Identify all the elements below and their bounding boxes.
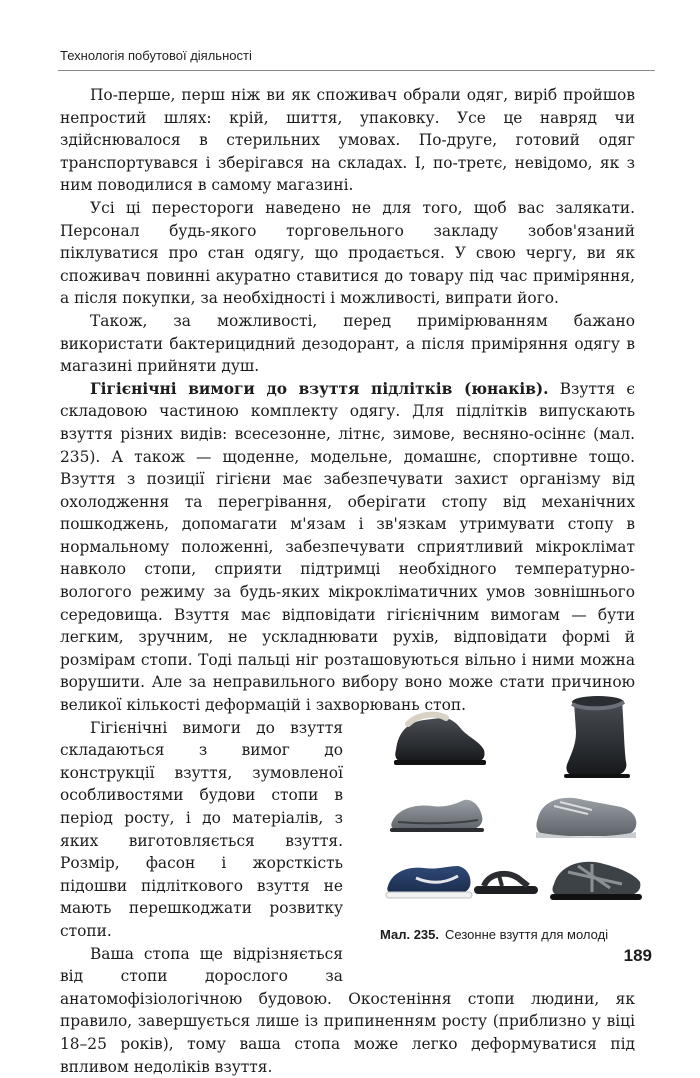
winter-boot-icon xyxy=(394,715,486,765)
paragraph-3: Також, за можливості, перед примірюванням бажано використати бактерицидний дезодорант, а після приміряння одягу в магазині прийняти душ. xyxy=(60,311,635,376)
paragraph-4-text: Взуття є складовою частиною комплекту одягу. Для підлітків випускають взуття різних видів: всесезонне, літнє, зимове, весняно-осіннє (мал. 235). А також — щоденне, модельне, домашнє, спортивне тощо. Взуття з позиції гігієни має забезпечувати захист організму від охолодження та перегрівання, оберігати стопу від механічних пошкоджень, допомагати м'язам і зв'язкам утримувати стопу в нормальному положенні, забезпечувати сприятливий мікроклімат навколо стопи, сприяти підтримці необхідного температурно-вологого режиму за будь-яких мікрокліматичних умов зовнішнього середовища. Взуття має відповідати гігієнічним вимогам — бути легким, зручним, не ускладнювати рухів, відповідати формі й розмірам стопи. Тоді пальці ніг розташовуються вільно і ними можна ворушити. Але за неправильного вибору воно може стати причиною великої кількості деформацій і захворювань стоп. xyxy=(60,379,635,715)
trekking-sandal-icon xyxy=(550,862,642,900)
header-divider xyxy=(58,70,655,71)
paragraph-6: Ваша стопа ще відрізняється від стопи дорослого за анатомофізіологічною будовою. Окостеніння стопи людини, як правило, завершується лише із припиненням росту (приблизно у віці 18–25 років), тому ваша стопа може легко деформуватися під впливом недоліків взуття. xyxy=(60,944,635,1076)
sandal-icon xyxy=(474,872,538,894)
leather-shoe-icon xyxy=(390,800,484,832)
section-heading: Гігієнічні вимоги до взуття підлітків (юнаків). xyxy=(90,379,549,398)
shoes-illustration xyxy=(378,688,646,920)
figure-caption xyxy=(380,927,650,942)
paragraph-2: Усі ці перестороги наведено не для того, щоб вас залякати. Персонал будь-якого торговельного закладу зобов'язаний піклуватися про стан одягу, що продається. У свою чергу, ви як споживач повинні акуратно ставитися до товару під час приміряння, а після покупки, за необхідності і можливості, випрати його. xyxy=(60,198,635,308)
sport-shoe-icon xyxy=(536,798,636,838)
paragraph-1: По-перше, перш ніж ви як споживач обрали одяг, виріб пройшов непростий шлях: крій, шиття, упаковку. Усе це навряд чи здійснювалося в стерильних умовах. По-друге, готовий одяг транспортувався і зберігався на складах. І, по-третє, невідомо, як з ним поводилися в самому магазині. xyxy=(60,86,635,195)
shoes-figure xyxy=(378,688,646,920)
rubber-boot-icon xyxy=(564,696,630,778)
sneaker-icon xyxy=(386,866,472,898)
paragraph-5-text: Гігієнічні вимоги до взуття складаються з вимог до конструкції взуття, зумовленої особливостями будови стопи в період росту, і до матеріалів, з яких виготовляється взуття. Розмір, фасон і жорсткість підошви підліткового взуття не мають перешкоджати розвитку стопи. xyxy=(60,718,343,940)
running-header: Технологія побутової діяльності xyxy=(60,48,252,63)
page-number: 189 xyxy=(623,946,652,965)
figure-caption-text: Сезонне взуття для молоді xyxy=(445,927,609,942)
figure-label: Мал. 235. xyxy=(380,927,440,942)
paragraph-4 xyxy=(60,378,635,717)
